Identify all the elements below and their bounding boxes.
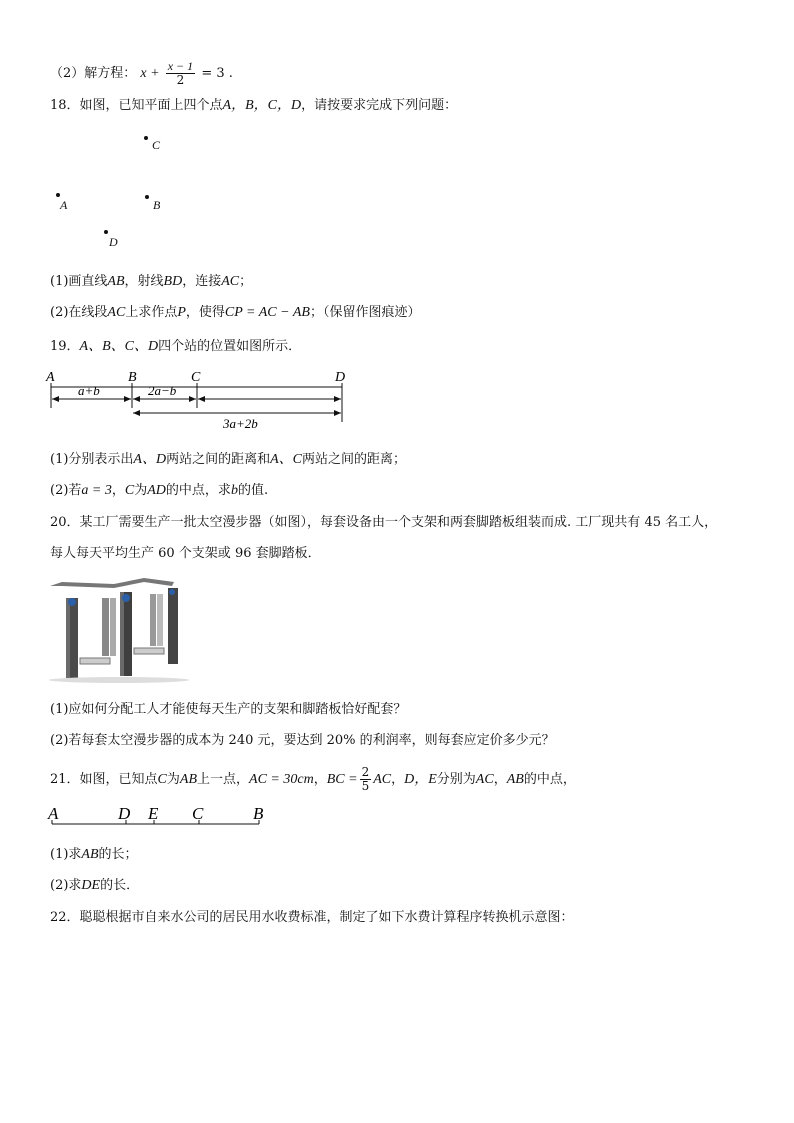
q18-sub2-p: P xyxy=(177,305,186,320)
q19-title-tail: 四个站的位置如图所示． xyxy=(158,339,302,354)
q21-label-d: D xyxy=(118,804,131,823)
q21-fraction xyxy=(360,766,372,793)
q19-sub1-c: 两站之间的距离； xyxy=(302,452,407,467)
q20-sub1: (1)应如何分配工人才能使每天生产的支架和脚踏板恰好配套？ xyxy=(50,702,407,717)
q21-ab: AB xyxy=(179,772,198,787)
left-pole-highlight xyxy=(66,598,70,678)
q18-title-text: 18．如图，已知平面上四个点 xyxy=(50,98,223,113)
right-joint xyxy=(169,589,175,595)
q21-eq1: AC = 30cm xyxy=(249,772,314,787)
right-swing-arm-2 xyxy=(157,594,163,646)
q21-e: ， xyxy=(391,772,405,787)
q19-sub1 xyxy=(50,451,406,469)
q21-sub2-de: DE xyxy=(81,878,101,893)
q21-label-e: E xyxy=(148,804,159,823)
q21-b: 为 xyxy=(166,772,180,787)
q18-sub2-b: 上求作点 xyxy=(125,305,178,320)
q20-sub2: (2)若每套太空漫步器的成本为 240 元，要达到 20% 的利润率，则每套应定价多少元？ xyxy=(50,733,555,748)
dim-bd-arrow-right xyxy=(334,410,341,416)
q19-sub2-eq: a = 3 xyxy=(81,483,112,498)
q21-sub2-a: (2)求 xyxy=(50,878,82,893)
q18-sub2 xyxy=(50,304,420,322)
q21-h: 的中点， xyxy=(523,772,576,787)
q19-title xyxy=(50,338,301,356)
frame-top xyxy=(50,578,174,588)
q17-rhs: = 3 . xyxy=(201,66,233,81)
point-c-label: C xyxy=(152,138,161,152)
q21-num: 2 xyxy=(361,765,370,779)
dim-bc-arrow-right xyxy=(189,396,196,402)
q20-line2: 每人每天平均生产 60 个支架或 96 套脚踏板． xyxy=(50,546,321,561)
q21-sub1-b: 的长； xyxy=(98,847,138,862)
q18-sub2-c: ，使得 xyxy=(185,305,225,320)
q21-ab2: AB xyxy=(506,772,524,787)
station-b-label: B xyxy=(128,370,137,385)
left-joint xyxy=(68,598,76,606)
q18-sub2-eq: CP = AC − AB xyxy=(224,305,310,320)
dim-bd-arrow-left xyxy=(133,410,140,416)
dim-bc-arrow-left xyxy=(133,396,140,402)
q22-text: 22．聪聪根据市自来水公司的居民用水收费标准，制定了如下水费计算程序转换机示意图： xyxy=(50,910,574,925)
q21-label-a: A xyxy=(48,804,59,823)
ground-shadow xyxy=(49,677,189,683)
right-pedal xyxy=(134,648,164,654)
q21-g: ， xyxy=(493,772,507,787)
left-swing-arm-2 xyxy=(110,598,116,656)
q21-de: D，E xyxy=(404,772,437,787)
station-d-label: D xyxy=(335,370,346,385)
q19-num: 19． xyxy=(50,339,80,354)
q18-sub2-a: (2)在线段 xyxy=(50,305,108,320)
q18-sub2-d: ；（保留作图痕迹） xyxy=(309,305,421,320)
q19-sub2-a: (2)若 xyxy=(50,483,82,498)
station-a-label: A xyxy=(46,370,55,385)
right-pole xyxy=(168,588,178,664)
q21-title xyxy=(50,766,576,793)
q21-c: C xyxy=(157,772,167,787)
q18-sub1-c: ，连接 xyxy=(182,274,222,289)
q21-sub2-b: 的长． xyxy=(100,878,140,893)
q21-label-b: B xyxy=(253,804,264,823)
q21-f: 分别为 xyxy=(436,772,476,787)
q19-sub2 xyxy=(50,482,268,500)
q18-sub1-a: (1)画直线 xyxy=(50,274,108,289)
q21-bc: BC = xyxy=(326,772,358,787)
seg-bc-label: 2a−b xyxy=(148,383,177,398)
q18-sub1 xyxy=(50,273,252,291)
q17-fraction xyxy=(166,60,195,87)
dim-ab-arrow-right xyxy=(124,396,131,402)
q21-sub1-ab: AB xyxy=(81,847,99,862)
q18-sub1-ab: AB xyxy=(107,274,125,289)
q18-sub1-d: ； xyxy=(239,274,253,289)
q17-numerator: x − 1 xyxy=(167,59,194,73)
q19-sub2-b: ， xyxy=(111,483,125,498)
q21-ac2: AC xyxy=(475,772,494,787)
q19-station-figure xyxy=(40,366,360,434)
q21-d: ， xyxy=(313,772,327,787)
point-d-label: D xyxy=(109,235,118,249)
q17-part2 xyxy=(50,60,233,87)
station-c-label: C xyxy=(191,370,201,385)
q20-line1: 20．某工厂需要生产一批太空漫步器（如图），每套设备由一个支架和两套脚踏板组装而成. 工厂现共有 45 名工人， xyxy=(50,515,718,530)
dim-cd-arrow-right xyxy=(334,396,341,402)
q19-sub2-bv: b xyxy=(230,483,238,498)
right-swing-arm xyxy=(150,594,156,646)
q21-a: 21．如图，已知点 xyxy=(50,772,158,787)
q17-prefix: （2）解方程： xyxy=(50,66,137,81)
q19-sub2-c: C xyxy=(124,483,135,498)
q18-title xyxy=(50,97,457,115)
point-b-dot xyxy=(145,195,149,199)
q21-c2: 上一点， xyxy=(197,772,250,787)
q18-points: A，B，C，D xyxy=(222,98,302,113)
q19-sub1-ac: A、C xyxy=(270,452,302,467)
seg-ab-label: a+b xyxy=(78,383,100,398)
dim-ab-arrow-left xyxy=(52,396,59,402)
q19-sub2-ad: AD xyxy=(147,483,166,498)
point-d-dot xyxy=(104,230,108,234)
q21-label-c: C xyxy=(192,804,204,823)
q19-sub2-e: 的中点，求 xyxy=(165,483,231,498)
dim-cd-arrow-left xyxy=(198,396,205,402)
q21-sub1-a: (1)求 xyxy=(50,847,82,862)
q18-sub1-b: ，射线 xyxy=(124,274,164,289)
q17-denominator: 2 xyxy=(176,73,185,87)
point-a-label: A xyxy=(60,198,68,212)
left-swing-arm xyxy=(102,598,109,656)
q19-sub2-f: 的值. xyxy=(237,483,269,498)
q19-sub1-b: 两站之间的距离和 xyxy=(166,452,271,467)
point-a-dot xyxy=(56,193,60,197)
point-b-label: B xyxy=(153,198,161,212)
q18-title-tail: ，请按要求完成下列问题： xyxy=(301,98,458,113)
q19-sub2-d: 为 xyxy=(134,483,148,498)
q21-ac: AC xyxy=(373,772,392,787)
q21-segment-figure xyxy=(44,802,274,832)
q18-sub1-bd: BD xyxy=(163,274,183,289)
q17-lhs: x + xyxy=(140,66,160,81)
seg-bd-label: 3a+2b xyxy=(223,416,258,431)
q18-sub2-ac: AC xyxy=(107,305,126,320)
q21-sub1 xyxy=(50,846,138,864)
q18-sub1-ac: AC xyxy=(221,274,240,289)
q19-sub1-a: (1)分别表示出 xyxy=(50,452,134,467)
point-c-dot xyxy=(144,136,148,140)
q21-sub2 xyxy=(50,877,139,895)
middle-pole-highlight xyxy=(120,592,124,676)
left-pedal xyxy=(80,658,110,664)
q19-sub1-ad: A、D xyxy=(133,452,167,467)
middle-joint xyxy=(122,594,130,602)
q19-points: A、B、C、D xyxy=(79,339,159,354)
space-walker-image xyxy=(44,576,194,684)
q21-den: 5 xyxy=(361,779,370,793)
